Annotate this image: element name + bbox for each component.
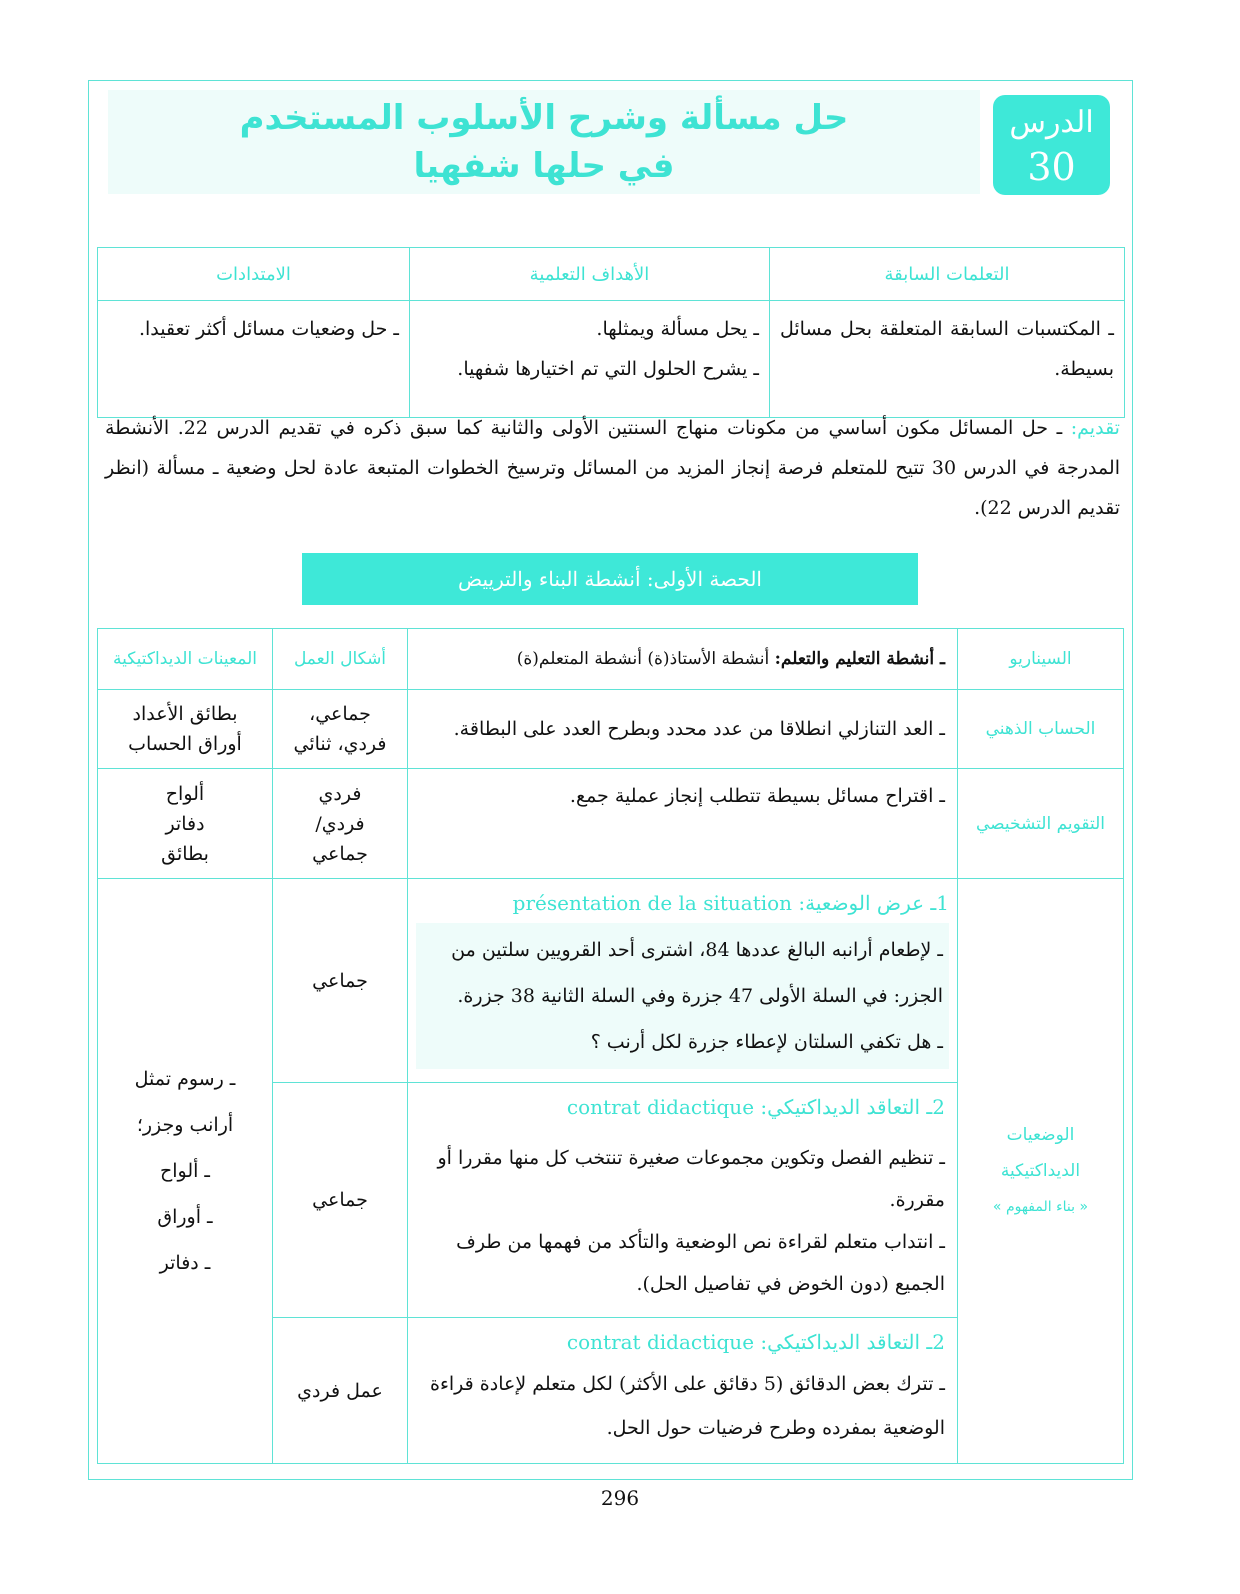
header-scenario: السيناريو (958, 629, 1124, 690)
activities-table (97, 628, 1124, 1464)
prior-learning: ـ المكتسبات السابقة المتعلقة بحل مسائل بسيطة. (770, 301, 1125, 418)
activity-cell (408, 1318, 958, 1464)
resources-cell (98, 690, 273, 769)
lesson-title (108, 90, 980, 194)
scenario-cell (958, 879, 1124, 1464)
resource-item: ألواح (165, 782, 205, 805)
table-row (98, 879, 1124, 1083)
overview-table (97, 247, 1125, 418)
step-line: ـ انتداب متعلم لقراءة نص الوضعية والتأكد من فهمها من طرف الجميع (دون الخوض في تفاصيل الحل). (456, 1231, 945, 1295)
header-activities (408, 629, 958, 690)
intro-text: ـ حل المسائل مكون أساسي من مكونات منهاج السنتين الأولى والثانية كما سبق ذكره في تقديم الدرس 22. الأنشطة المدرجة في الدرس 30 تتيح للمتعلم فرصة إنجاز المزيد من المسائل وترسيخ الخطوات المتبعة عادة لحل وضعية ـ مسألة (انظر تقديم الدرس 22). (105, 417, 1120, 519)
resource-item: أوراق الحساب (128, 733, 242, 755)
header-activities-rest: أنشطة الأستاذ(ة) أنشطة المتعلم(ة) (516, 649, 775, 669)
step-title: 2ـ التعاقد الديداكتيكي: contrat didactique (566, 1330, 945, 1354)
table-row (98, 690, 1124, 769)
lesson-badge (993, 95, 1110, 195)
resource-item: أرانب وجزر؛ (136, 1114, 234, 1136)
page-number: 296 (600, 1486, 640, 1510)
forms-cell: جماعي (273, 1083, 408, 1318)
step-title: 2ـ التعاقد الديداكتيكي: contrat didactique (566, 1095, 945, 1119)
header-forms: أشكال العمل (273, 629, 408, 690)
lesson-number: 30 (1027, 145, 1076, 189)
session-banner: الحصة الأولى: أنشطة البناء والترييض (302, 553, 918, 605)
header-prior: التعلمات السابقة (770, 248, 1125, 301)
resource-item: ـ أوراق (157, 1206, 213, 1228)
step-line: ـ هل تكفي السلتان لإعطاء جزرة لكل أرنب ؟ (590, 1031, 943, 1053)
goals (410, 301, 770, 418)
activity-cell: ـ العد التنازلي انطلاقا من عدد محدد وبطرح العدد على البطاقة. (408, 690, 958, 769)
table-row (98, 769, 1124, 879)
resource-item: ـ دفاتر (159, 1252, 211, 1274)
form-item: فردي/ (315, 812, 365, 835)
header-activities-bold: ـ أنشطة التعليم والتعلم: (774, 649, 945, 669)
header-extensions: الامتدادات (98, 248, 410, 301)
activity-cell (408, 1083, 958, 1318)
step-line: ـ تترك بعض الدقائق (5 دقائق على الأكثر) لكل متعلم لإعادة قراءة الوضعية بمفرده وطرح فرضيات حول الحل. (430, 1373, 945, 1439)
goal-item: ـ يشرح الحلول التي تم اختيارها شفهيا. (457, 358, 759, 380)
scenario-cell: الحساب الذهني (958, 690, 1124, 769)
scenario-line: الديداكتيكية (1000, 1161, 1081, 1181)
scenario-cell: التقويم التشخيصي (958, 769, 1124, 879)
title-line-2: في حلها شفهيا (413, 146, 675, 186)
forms-cell: جماعي (273, 879, 408, 1083)
title-line-1: حل مسألة وشرح الأسلوب المستخدم (239, 98, 849, 138)
resource-item: دفاتر (165, 812, 205, 835)
form-item: جماعي (312, 842, 368, 865)
resources-cell (98, 769, 273, 879)
goal-item: ـ يحل مسألة ويمثلها. (596, 318, 759, 340)
intro-label: تقديم: (1070, 417, 1120, 439)
resource-item: ـ رسوم تمثل (134, 1068, 236, 1090)
step-line: ـ لإطعام أرانبه البالغ عددها 84، اشترى أحد القرويين سلتين من الجزر: في السلة الأولى 47 جزرة وفي السلة الثانية 38 جزرة. (451, 939, 943, 1007)
situation-box (416, 923, 949, 1069)
step-title: 1ـ عرض الوضعية: présentation de la situation (512, 891, 949, 915)
resources-cell (98, 879, 273, 1464)
scenario-line: « بناء المفهوم » (992, 1199, 1089, 1215)
header-goals: الأهداف التعلمية (410, 248, 770, 301)
forms-cell (273, 690, 408, 769)
forms-cell: عمل فردي (273, 1318, 408, 1464)
resource-item: ـ ألواح (159, 1160, 211, 1182)
step-line: ـ تنظيم الفصل وتكوين مجموعات صغيرة تنتخب كل منها مقررا أو مقررة. (437, 1147, 945, 1211)
resource-item: بطائق الأعداد (132, 703, 238, 725)
resource-item: بطائق (161, 842, 209, 865)
form-item: جماعي، (309, 703, 371, 725)
header-resources: المعينات الديداكتيكية (98, 629, 273, 690)
extensions: ـ حل وضعيات مسائل أكثر تعقيدا. (98, 301, 410, 418)
activity-cell: ـ اقتراح مسائل بسيطة تتطلب إنجاز عملية جمع. (408, 769, 958, 879)
form-item: فردي (318, 782, 362, 805)
form-item: فردي، ثنائي (293, 733, 387, 755)
activity-cell (408, 879, 958, 1083)
scenario-line: الوضعيات (1006, 1125, 1075, 1145)
lesson-label: الدرس (1009, 105, 1094, 140)
intro-paragraph (105, 408, 1120, 528)
forms-cell (273, 769, 408, 879)
